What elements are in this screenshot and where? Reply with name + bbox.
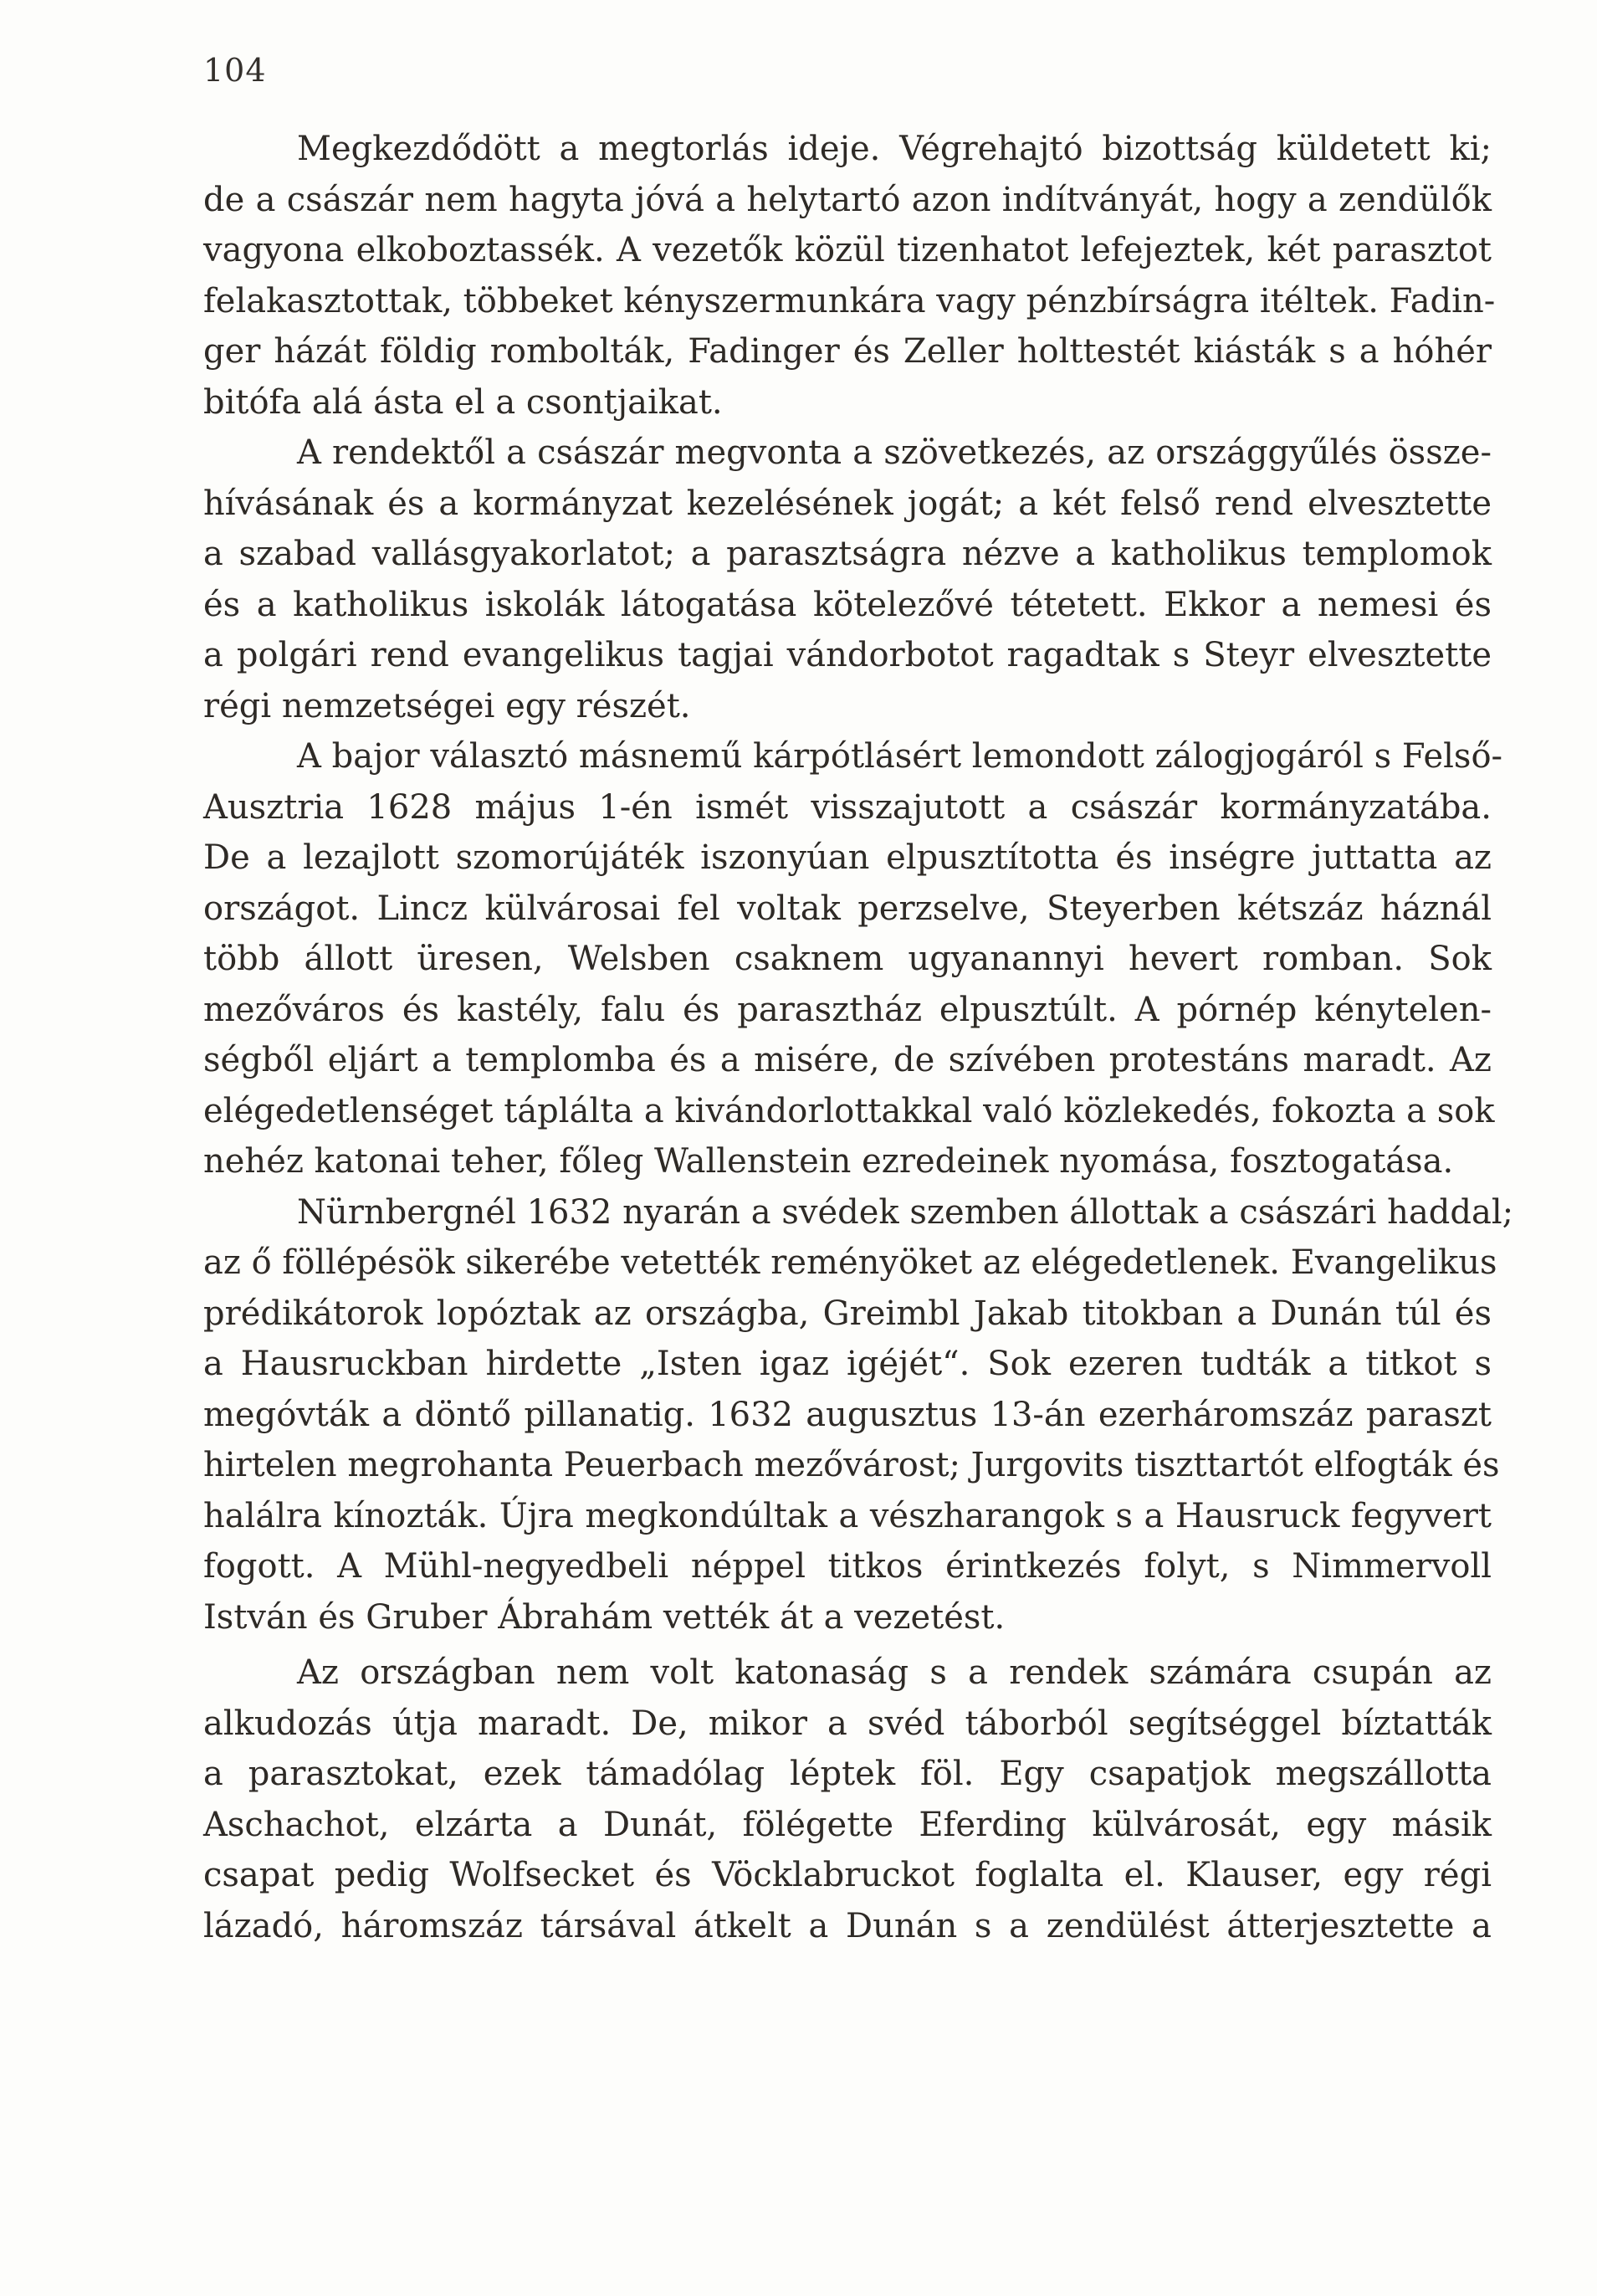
text-line: István és Gruber Ábrahám vették át a vezetést.	[203, 1597, 1006, 1637]
text-line: felakasztottak, többeket kényszermunkára vagy pénzbírságra itéltek. Fadin-	[203, 281, 1496, 320]
text-line: megóvták a döntő pillanatig. 1632 augusztus 13-án ezerháromszáz paraszt	[203, 1395, 1492, 1434]
text-line: a szabad vallásgyakorlatot; a parasztságra nézve a katholikus templomok	[203, 535, 1492, 573]
page-number: 104	[203, 52, 267, 89]
text-line: Az országban nem volt katonaság s a rendek számára csupán az	[297, 1653, 1492, 1692]
text-line: bitófa alá ásta el a csontjaikat.	[203, 382, 723, 422]
text-line: Megkezdődött a megtorlás ideje. Végrehajtó bizottság küldetett ki;	[297, 130, 1492, 168]
text-line: halálra kínozták. Újra megkondúltak a vészharangok s a Hausruck fegyvert	[203, 1496, 1492, 1535]
paragraph-1	[203, 124, 1496, 428]
text-line: régi nemzetségei egy részét.	[203, 686, 691, 725]
text-line: prédikátorok lopóztak az országba, Greimbl Jakab titokban a Dunán túl és	[203, 1294, 1492, 1333]
text-line: több állott üresen, Welsben csaknem ugyanannyi hevert romban. Sok	[203, 940, 1492, 978]
paragraph-5	[203, 1648, 1492, 1951]
text-line: A rendektől a császár megvonta a szövetkezés, az országgyűlés össze-	[297, 433, 1492, 472]
text-line: de a császár nem hagyta jóvá a helytartó azon indítványát, hogy a zendülők	[203, 180, 1492, 219]
text-line: De a lezajlott szomorújáték iszonyúan elpusztította és inségre juttatta az	[203, 838, 1492, 877]
text-line: hívásának és a kormányzat kezelésének jogát; a két felső rend elvesztette	[203, 484, 1492, 523]
body-text	[203, 124, 1514, 1951]
text-line: hirtelen megrohanta Peuerbach mezővárost; Jurgovits tiszttartót elfogták és	[203, 1446, 1500, 1484]
text-line: lázadó, háromszáz társával átkelt a Dunán s a zendülést átterjesztette a	[203, 1906, 1492, 1945]
text-line: és a katholikus iskolák látogatása kötelezővé tétetett. Ekkor a nemesi és	[203, 585, 1492, 624]
text-line: ger házát földig rombolták, Fadinger és Zeller holttestét kiásták s a hóhér	[203, 332, 1492, 371]
text-line: a Hausruckban hirdette „Isten igaz igéjét“. Sok ezeren tudták a titkot s	[203, 1345, 1492, 1383]
paragraph-3	[203, 731, 1503, 1187]
text-line: Aschachot, elzárta a Dunát, fölégette Eferding külvárosát, egy másik	[203, 1805, 1492, 1844]
text-line: országot. Lincz külvárosai fel voltak perzselve, Steyerben kétszáz háznál	[203, 889, 1492, 928]
paragraph-2	[203, 428, 1492, 731]
text-line: Ausztria 1628 május 1-én ismét visszajutott a császár kormányzatába.	[203, 787, 1492, 827]
text-line: Nürnbergnél 1632 nyarán a svédek szemben állottak a császári haddal;	[297, 1192, 1514, 1232]
text-line: csapat pedig Wolfsecket és Vöcklabruckot foglalta el. Klauser, egy régi	[203, 1856, 1492, 1894]
text-line: nehéz katonai teher, főleg Wallenstein ezredeinek nyomása, fosztogatása.	[203, 1142, 1454, 1181]
text-line: ségből eljárt a templomba és a misére, de szívében protestáns maradt. Az	[203, 1041, 1492, 1079]
text-line: elégedetlenséget táplálta a kivándorlottakkal való közlekedés, fokozta a sok	[203, 1091, 1495, 1130]
text-line: a parasztokat, ezek támadólag léptek föl. Egy csapatjok megszállotta	[203, 1755, 1492, 1793]
text-line: alkudozás útja maradt. De, mikor a svéd táborból segítséggel bíztatták	[203, 1704, 1492, 1743]
text-line: fogott. A Mühl-negyedbeli néppel titkos érintkezés folyt, s Nimmervoll	[203, 1547, 1492, 1586]
text-line: vagyona elkoboztassék. A vezetők közül tizenhatot lefejeztek, két parasztot	[203, 231, 1492, 269]
text-line: mezőváros és kastély, falu és parasztház elpusztúlt. A pórnép kénytelen-	[203, 990, 1492, 1029]
text-line: az ő föllépésök sikerébe vetették reményöket az elégedetlenek. Evangelikus	[203, 1243, 1497, 1282]
text-line: A bajor választó másnemű kárpótlásért lemondott zálogjogáról s Felső-	[297, 737, 1503, 776]
paragraph-4	[203, 1187, 1514, 1643]
text-line: a polgári rend evangelikus tagjai vándorbotot ragadtak s Steyr elvesztette	[203, 636, 1492, 674]
